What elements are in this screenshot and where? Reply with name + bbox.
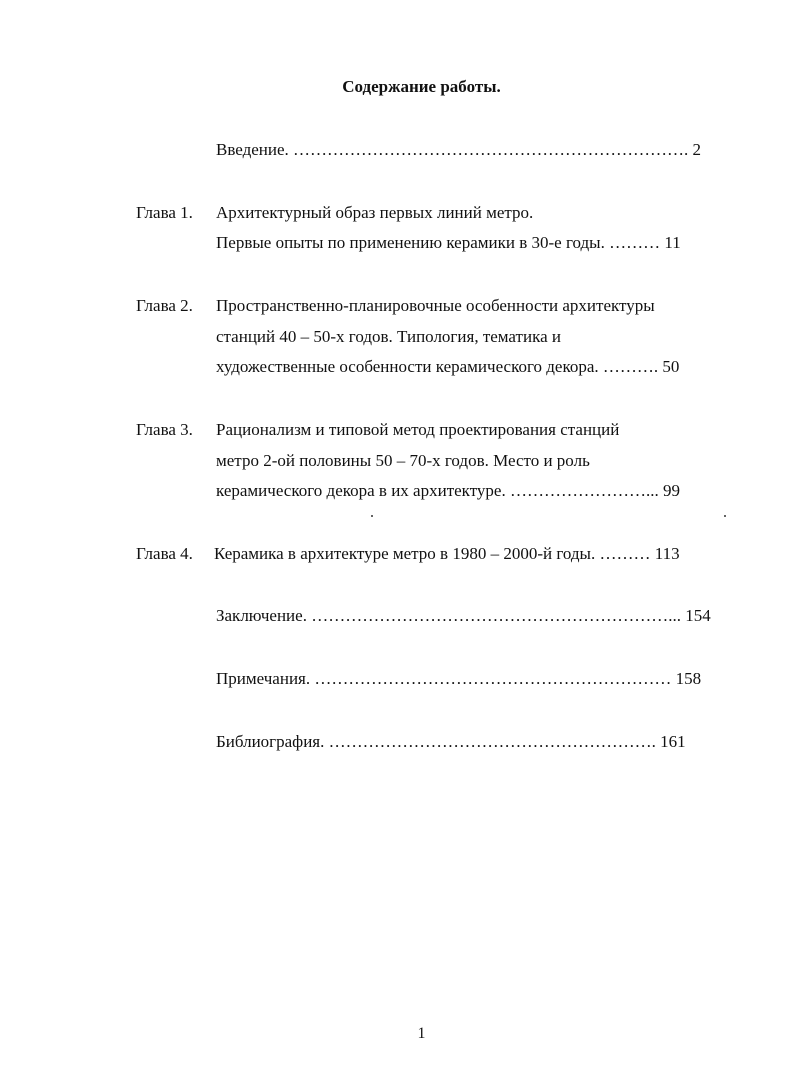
chapter-3-title-line-2: метро 2-ой половины 50 – 70-х годов. Место и роль: [216, 451, 590, 470]
chapter-1-label: Глава 1.: [136, 203, 193, 222]
chapter-1-title-line-2: Первые опыты по применению керамики в 30-е годы. ……… 11: [216, 233, 681, 252]
toc-title: Содержание работы.: [342, 77, 501, 96]
chapter-3-title-line-3: керамического декора в их архитектуре. ……………………... 99: [216, 481, 680, 500]
toc-entry-intro: Введение. ……………………………………………………………. 2: [216, 140, 702, 159]
chapter-4-title-line-1: Керамика в архитектуре метро в 1980 – 2000-й годы. ……… 113: [214, 544, 680, 563]
scan-speck: [371, 515, 373, 517]
chapter-4-label: Глава 4.: [136, 544, 193, 563]
toc-entry-notes: Примечания. ……………………………………………………… 158: [216, 669, 702, 688]
toc-entry-bibliography: Библиография. …………………………………………………. 161: [216, 732, 686, 751]
page-number: 1: [417, 1025, 426, 1042]
chapter-2-title-line-3: художественные особенности керамического декора. ………. 50: [216, 357, 680, 376]
chapter-3-label: Глава 3.: [136, 420, 193, 439]
chapter-2-title-line-2: станций 40 – 50-х годов. Типология, тематика и: [216, 327, 561, 346]
chapter-2-label: Глава 2.: [136, 296, 193, 315]
chapter-2-title-line-1: Пространственно-планировочные особенности архитектуры: [216, 296, 655, 315]
toc-entry-conclusion: Заключение. ………………………………………………………... 154: [216, 606, 711, 625]
chapter-3-title-line-1: Рационализм и типовой метод проектирования станций: [216, 420, 620, 439]
scan-speck: [724, 515, 726, 517]
chapter-1-title-line-1: Архитектурный образ первых линий метро.: [216, 203, 534, 222]
